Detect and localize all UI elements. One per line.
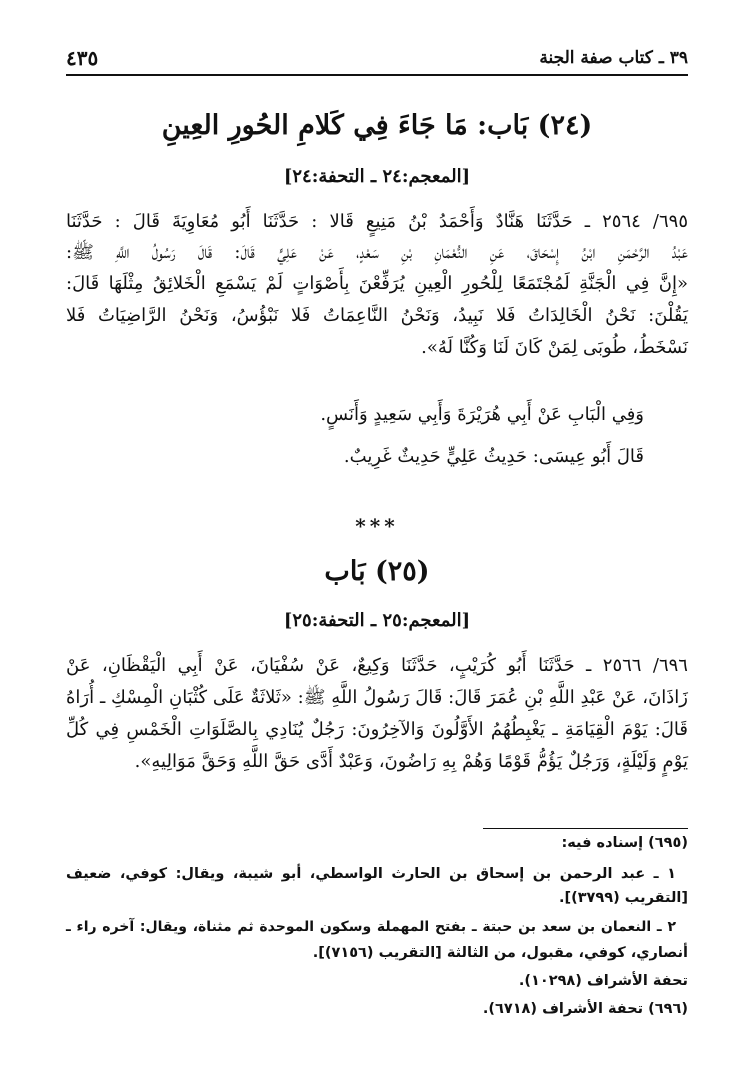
footnote-695-narrator-2-ref: أنصاري، كوفي، مقبول، من الثالثة [التقريب (٧١٥٦)]. [312, 945, 688, 961]
bab-25-reference: [المعجم:٢٥ ـ التحفة:٢٥] [283, 610, 471, 631]
hadith-695-line-5: نَسْخَطُ، طُوبَى لِمَنْ كَانَ لَنَا وَكُنَّا لَهُ». [421, 337, 688, 358]
running-header [66, 46, 688, 76]
footnote-695-narrator-1-ref: [التقريب (٣٧٩٩)]. [558, 890, 688, 906]
hadith-696-line-3: قَالَ: يَوْمَ الْقِيَامَةِ ـ يَغْبِطُهُمُ الأَوَّلُونَ وَالآخِرُونَ: رَجُلٌ يُنَادِي بِالصَّلَوَاتِ الْخَمْسِ فِي كُلِّ [66, 719, 688, 740]
hadith-695-line-3: «إِنَّ فِي الْجَنَّةِ لَمُجْتَمَعًا لِلْحُورِ الْعِينِ يُرَفِّعْنَ بِأَصْوَاتٍ لَمْ يَسْمَعِ الْخَلائِقُ مِثْلَهَا قَالَ: [66, 273, 688, 294]
hadith-695-line-4: يَقُلْنَ: نَحْنُ الْخَالِدَاتُ فَلا نَبِيدُ، وَنَحْنُ النَّاعِمَاتُ فَلا نَبْؤُسُ، وَنَحْنُ الرَّاضِيَاتُ فَلا [66, 305, 688, 326]
bab-24-reference: [المعجم:٢٤ ـ التحفة:٢٤] [283, 166, 471, 187]
hadith-695-line-2: عَبْدُ الرَّحْمَنِ ابْنُ إِسْحَاقَ، عَنِ النُّعْمَانِ بْنِ سَعْدٍ، عَنْ عَلِيٍّ قَالَ: قَالَ رَسُولُ اللَّهِ ﷺ: [66, 242, 688, 263]
hadith-696-line-4: يَوْمٍ وَلَيْلَةٍ، وَرَجُلٌ يَؤُمُّ قَوْمًا وَهُمْ بِهِ رَاضُونَ، وَعَبْدٌ أَدَّى حَقَّ اللَّهِ وَحَقَّ مَوَالِيهِ». [134, 751, 688, 772]
page-number: ٤٣٥ [66, 46, 99, 70]
section-separator: *** [355, 514, 399, 538]
footnote-695-narrator-1: ١ ـ عبد الرحمن بن إسحاق بن الحارث الواسطي، أبو شيبة، ويقال: كوفي، ضعيف [66, 866, 676, 882]
hadith-696-line-2: زَاذَانَ، عَنْ عَبْدِ اللَّهِ بْنِ عُمَرَ قَالَ: قَالَ رَسُولُ اللَّهِ ﷺ: «ثَلاثَةٌ عَلَى كُثْبَانِ الْمِسْكِ ـ أُرَاهُ [66, 687, 688, 708]
footnote-696: (٦٩٦) تحفة الأشراف (٦٧١٨). [482, 1001, 688, 1017]
hadith-696-line-1: ٦٩٦/ ٢٥٦٦ ـ حَدَّثَنَا أَبُو كُرَيْبٍ، حَدَّثَنَا وَكِيعٌ، عَنْ سُفْيَانَ، عَنْ أَبِي الْيَقْظَانِ، عَنْ [66, 655, 688, 676]
footnote-divider [483, 828, 688, 829]
footnote-695-tuhfa: تحفة الأشراف (١٠٢٩٨). [518, 973, 688, 989]
hadith-695-line-1: ٦٩٥/ ٢٥٦٤ ـ حَدَّثَنَا هَنَّادٌ وَأَحْمَدُ بْنُ مَنِيعٍ قَالا : حَدَّثَنَا أَبُو مُعَاوِيَةَ قَالَ : حَدَّثَنَا [66, 211, 688, 232]
bab-25-title: (٢٥) بَاب [324, 556, 430, 587]
footnote-695-heading: (٦٩٥) إسناده فيه: [561, 835, 688, 851]
footnote-695-narrator-2: ٢ ـ النعمان بن سعد بن حبتة ـ بفتح المهملة وسكون الموحدة ثم مثناة، ويقال: آخره راء ـ [66, 919, 676, 935]
hadith-695-grading: قَالَ أَبُو عِيسَى: حَدِيثُ عَلِيٍّ حَدِيثٌ غَرِيبٌ. [343, 446, 644, 467]
bab-24-title: (٢٤) بَاب: مَا جَاءَ فِي كَلامِ الحُورِ العِينِ [161, 110, 593, 141]
chapter-title: ٣٩ ـ كتاب صفة الجنة [539, 48, 688, 68]
bab-note: وَفِي الْبَابِ عَنْ أَبِي هُرَيْرَةَ وَأَبِي سَعِيدٍ وَأَنَسٍ. [320, 404, 644, 425]
